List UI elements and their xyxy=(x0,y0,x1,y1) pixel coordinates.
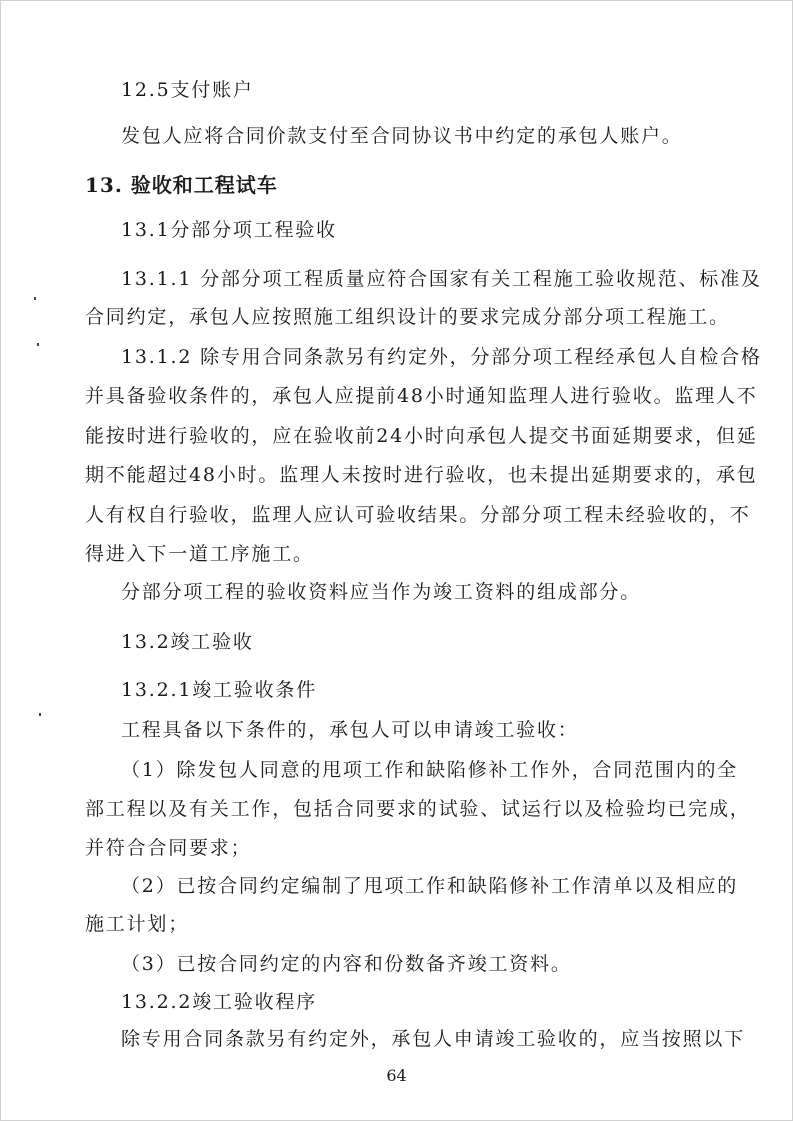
section-heading-13-2: 13.2竣工验收 xyxy=(121,631,254,653)
list-item-2-line: （2）已按合同约定编制了甩项工作和缺陷修补工作清单以及相应的 xyxy=(121,875,739,897)
list-item-3-line: （3）已按合同约定的内容和份数备齐竣工资料。 xyxy=(121,953,572,975)
section-heading-12-5: 12.5支付账户 xyxy=(121,79,254,101)
paragraph-line: 期不能超过48小时。监理人未按时进行验收，也未提出延期要求的，承包 xyxy=(85,464,758,486)
paragraph-line: 施工计划； xyxy=(85,913,190,935)
list-item-1-line: （1）除发包人同意的甩项工作和缺陷修补工作外，合同范围内的全 xyxy=(121,759,739,781)
scan-speck xyxy=(39,713,41,716)
clause-13-1-1-line: 13.1.1 分部分项工程质量应符合国家有关工程施工验收规范、标准及 xyxy=(121,268,762,290)
paragraph-line: 除专用合同条款另有约定外，承包人申请竣工验收的，应当按照以下 xyxy=(121,1028,746,1050)
paragraph-line: 并具备验收条件的，承包人应提前48小时通知监理人进行验收。监理人不 xyxy=(85,385,758,407)
scan-speck xyxy=(34,297,36,300)
paragraph-line: 能按时进行验收的，应在验收前24小时向承包人提交书面延期要求，但延 xyxy=(85,425,758,447)
section-heading-13-1: 13.1分部分项工程验收 xyxy=(121,219,337,241)
paragraph-line: 人有权自行验收，监理人应认可验收结果。分部分项工程未经验收的，不 xyxy=(85,504,751,526)
paragraph-line: 工程具备以下条件的，承包人可以申请竣工验收： xyxy=(121,719,579,741)
page-number: 64 xyxy=(386,1066,407,1085)
clause-13-1-2-line: 13.1.2 除专用合同条款另有约定外，分部分项工程经承包人自检合格 xyxy=(121,346,762,368)
paragraph-line: 并符合合同要求； xyxy=(85,837,252,859)
paragraph-line: 分部分项工程的验收资料应当作为竣工资料的组成部分。 xyxy=(121,581,642,603)
paragraph-line: 得进入下一道工序施工。 xyxy=(85,543,314,565)
paragraph-line: 发包人应将合同价款支付至合同协议书中约定的承包人账户。 xyxy=(121,125,683,147)
subsection-heading-13-2-1: 13.2.1竣工验收条件 xyxy=(121,679,318,701)
paragraph-line: 合同约定，承包人应按照施工组织设计的要求完成分部分项工程施工。 xyxy=(85,306,730,328)
scan-speck xyxy=(37,343,39,346)
chapter-heading-13: 13. 验收和工程试车 xyxy=(85,173,278,197)
subsection-heading-13-2-2: 13.2.2竣工验收程序 xyxy=(121,991,318,1013)
paragraph-line: 部工程以及有关工作，包括合同要求的试验、试运行以及检验均已完成， xyxy=(85,798,751,820)
